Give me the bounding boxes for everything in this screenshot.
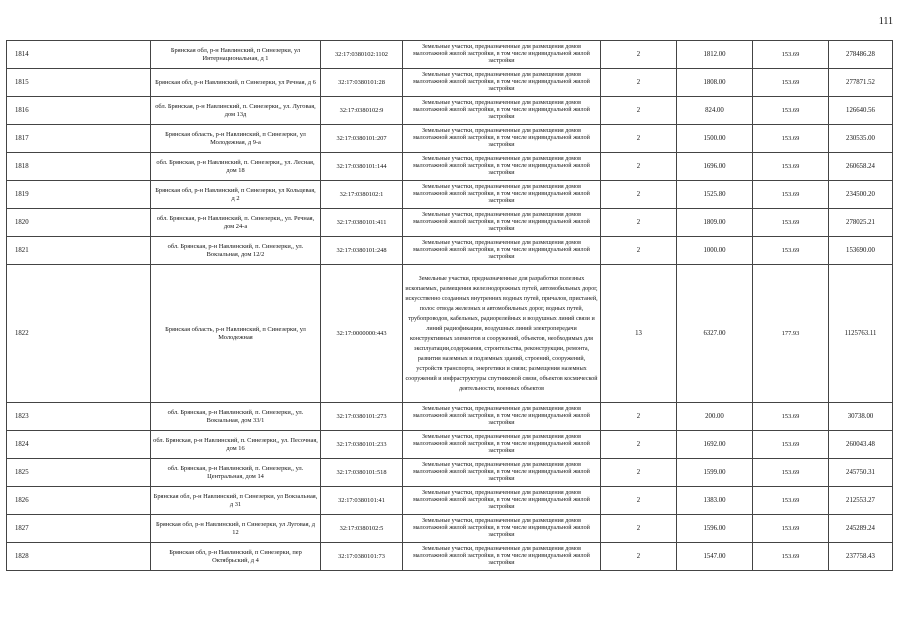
address-cell: Брянская обл, р-н Навлинский, п Синезерки, ул Кольцевая, д 2 (151, 181, 321, 209)
address-cell: обл. Брянская, р-н Навлинский, п. Синезерки,, ул. Луговая, дом 13д (151, 97, 321, 125)
table-row (7, 431, 893, 459)
cadastral-cost-cell: 278025.21 (829, 209, 893, 237)
permitted-use-cell: Земельные участки, предназначенные для размещения домов малоэтажной жилой застройки, в том числе индивидуальной жилой застройки (403, 209, 601, 237)
cadastral-number-cell: 32:17:0380101:207 (321, 125, 403, 153)
cadastral-number-cell: 32:17:0380101:411 (321, 209, 403, 237)
table-body (7, 41, 893, 571)
row-number-cell: 1824 (7, 431, 151, 459)
category-code-cell: 2 (601, 403, 677, 431)
row-number-cell: 1821 (7, 237, 151, 265)
cadastral-cost-cell: 245750.31 (829, 459, 893, 487)
specific-value-cell: 153.69 (753, 125, 829, 153)
land-registry-table (6, 40, 893, 571)
specific-value-cell: 153.69 (753, 431, 829, 459)
row-number-cell: 1815 (7, 69, 151, 97)
address-cell: обл. Брянская, р-н Навлинский, п. Синезерки,, ул. Центральная, дом 14 (151, 459, 321, 487)
cadastral-cost-cell: 153690.00 (829, 237, 893, 265)
permitted-use-cell: Земельные участки, предназначенные для размещения домов малоэтажной жилой застройки, в том числе индивидуальной жилой застройки (403, 515, 601, 543)
cadastral-number-cell: 32:17:0380101:28 (321, 69, 403, 97)
cadastral-number-cell: 32:17:0380102:5 (321, 515, 403, 543)
table-row (7, 181, 893, 209)
table-row (7, 515, 893, 543)
area-cell: 1383.00 (677, 487, 753, 515)
row-number-cell: 1823 (7, 403, 151, 431)
permitted-use-cell: Земельные участки, предназначенные для размещения домов малоэтажной жилой застройки, в том числе индивидуальной жилой застройки (403, 41, 601, 69)
specific-value-cell: 153.69 (753, 403, 829, 431)
specific-value-cell: 153.69 (753, 237, 829, 265)
address-cell: обл. Брянская, р-н Навлинский, п. Синезерки,, ул. Речная, дом 24-а (151, 209, 321, 237)
category-code-cell: 2 (601, 41, 677, 69)
permitted-use-cell: Земельные участки, предназначенные для размещения домов малоэтажной жилой застройки, в том числе индивидуальной жилой застройки (403, 543, 601, 571)
row-number-cell: 1817 (7, 125, 151, 153)
permitted-use-cell: Земельные участки, предназначенные для разработки полезных ископаемых, размещения железнодорожных путей, автомобильных дорог, искусственно созданных внутренних водных путей, причалов, пристаней, полос отвода железных и автомобильных дорог, водных путей, трубопроводов, кабельных, радиорелейных и воздушных линий связи и линий радиофикации, воздушных линий электропередачи конструктивных элементов и сооружений, объектов, необходимых для эксплуатации,содержания, строительства, реконструкции, ремонта, развития наземных и подземных зданий, строений, сооружений, устройств транспорта, энергетики и связи; размещения наземных сооружений и инфраструктуры спутниковой связи, объектов космической деятельности, военных объектов (403, 265, 601, 403)
table-row (7, 209, 893, 237)
table-row (7, 459, 893, 487)
area-cell: 1696.00 (677, 153, 753, 181)
cadastral-number-cell: 32:17:0380101:73 (321, 543, 403, 571)
row-number-cell: 1822 (7, 265, 151, 403)
table-row (7, 543, 893, 571)
category-code-cell: 2 (601, 153, 677, 181)
category-code-cell: 2 (601, 125, 677, 153)
page-number: 111 (878, 16, 893, 27)
area-cell: 1812.00 (677, 41, 753, 69)
cadastral-number-cell: 32:17:0380102:9 (321, 97, 403, 125)
cadastral-number-cell: 32:17:0380101:41 (321, 487, 403, 515)
permitted-use-cell: Земельные участки, предназначенные для размещения домов малоэтажной жилой застройки, в том числе индивидуальной жилой застройки (403, 237, 601, 265)
address-cell: Брянская обл, р-н Навлинский, п Синезерки, ул Вокзальная, д 31 (151, 487, 321, 515)
cadastral-number-cell: 32:17:0380102:1 (321, 181, 403, 209)
specific-value-cell: 153.69 (753, 487, 829, 515)
category-code-cell: 2 (601, 543, 677, 571)
table-row (7, 153, 893, 181)
table-row (7, 237, 893, 265)
row-number-cell: 1827 (7, 515, 151, 543)
category-code-cell: 2 (601, 69, 677, 97)
cadastral-cost-cell: 212553.27 (829, 487, 893, 515)
specific-value-cell: 153.69 (753, 97, 829, 125)
row-number-cell: 1819 (7, 181, 151, 209)
category-code-cell: 2 (601, 515, 677, 543)
specific-value-cell: 153.69 (753, 181, 829, 209)
row-number-cell: 1818 (7, 153, 151, 181)
area-cell: 1599.00 (677, 459, 753, 487)
row-number-cell: 1814 (7, 41, 151, 69)
address-cell: обл. Брянская, р-н Навлинский, п. Синезерки,, ул. Лесная, дом 18 (151, 153, 321, 181)
specific-value-cell: 153.69 (753, 543, 829, 571)
permitted-use-cell: Земельные участки, предназначенные для размещения домов малоэтажной жилой застройки, в том числе индивидуальной жилой застройки (403, 181, 601, 209)
permitted-use-cell: Земельные участки, предназначенные для размещения домов малоэтажной жилой застройки, в том числе индивидуальной жилой застройки (403, 97, 601, 125)
area-cell: 200.00 (677, 403, 753, 431)
cadastral-cost-cell: 234500.20 (829, 181, 893, 209)
specific-value-cell: 153.69 (753, 153, 829, 181)
cadastral-cost-cell: 230535.00 (829, 125, 893, 153)
cadastral-number-cell: 32:17:0380101:233 (321, 431, 403, 459)
row-number-cell: 1826 (7, 487, 151, 515)
table-row (7, 403, 893, 431)
cadastral-number-cell: 32:17:0380101:144 (321, 153, 403, 181)
cadastral-number-cell: 32:17:0380101:518 (321, 459, 403, 487)
permitted-use-cell: Земельные участки, предназначенные для размещения домов малоэтажной жилой застройки, в том числе индивидуальной жилой застройки (403, 487, 601, 515)
specific-value-cell: 153.69 (753, 41, 829, 69)
category-code-cell: 2 (601, 237, 677, 265)
row-number-cell: 1828 (7, 543, 151, 571)
cadastral-cost-cell: 260043.48 (829, 431, 893, 459)
cadastral-number-cell: 32:17:0380101:273 (321, 403, 403, 431)
permitted-use-cell: Земельные участки, предназначенные для размещения домов малоэтажной жилой застройки, в том числе индивидуальной жилой застройки (403, 431, 601, 459)
address-cell: Брянская область, р-н Навлинский, п Синезерки, ул Молодежная, д 9-а (151, 125, 321, 153)
cadastral-number-cell: 32:17:0000000:443 (321, 265, 403, 403)
area-cell: 1547.00 (677, 543, 753, 571)
cadastral-cost-cell: 260658.24 (829, 153, 893, 181)
category-code-cell: 2 (601, 97, 677, 125)
permitted-use-cell: Земельные участки, предназначенные для размещения домов малоэтажной жилой застройки, в том числе индивидуальной жилой застройки (403, 125, 601, 153)
address-cell: Брянская обл, р-н Навлинский, п Синезерки, ул Речная, д 6 (151, 69, 321, 97)
table-row (7, 69, 893, 97)
area-cell: 1692.00 (677, 431, 753, 459)
area-cell: 1000.00 (677, 237, 753, 265)
cadastral-cost-cell: 1125763.11 (829, 265, 893, 403)
cadastral-number-cell: 32:17:0380101:248 (321, 237, 403, 265)
category-code-cell: 2 (601, 487, 677, 515)
area-cell: 1500.00 (677, 125, 753, 153)
category-code-cell: 2 (601, 431, 677, 459)
address-cell: Брянская обл, р-н Навлинский, п Синезерки, ул Интернациональная, д 1 (151, 41, 321, 69)
cadastral-cost-cell: 30738.00 (829, 403, 893, 431)
area-cell: 1808.00 (677, 69, 753, 97)
cadastral-cost-cell: 237758.43 (829, 543, 893, 571)
row-number-cell: 1820 (7, 209, 151, 237)
category-code-cell: 2 (601, 459, 677, 487)
specific-value-cell: 153.69 (753, 515, 829, 543)
specific-value-cell: 153.69 (753, 69, 829, 97)
address-cell: Брянская обл, р-н Навлинский, п Синезерки, ул Луговая, д 12 (151, 515, 321, 543)
area-cell: 1809.00 (677, 209, 753, 237)
address-cell: Брянская обл, р-н Навлинский, п Синезерки, пер Октябрьский, д 4 (151, 543, 321, 571)
table-row (7, 265, 893, 403)
area-cell: 6327.00 (677, 265, 753, 403)
cadastral-number-cell: 32:17:0380102:1102 (321, 41, 403, 69)
cadastral-cost-cell: 278486.28 (829, 41, 893, 69)
category-code-cell: 13 (601, 265, 677, 403)
cadastral-cost-cell: 245289.24 (829, 515, 893, 543)
table-row (7, 41, 893, 69)
area-cell: 1525.80 (677, 181, 753, 209)
cadastral-cost-cell: 277871.52 (829, 69, 893, 97)
permitted-use-cell: Земельные участки, предназначенные для размещения домов малоэтажной жилой застройки, в том числе индивидуальной жилой застройки (403, 153, 601, 181)
table-row (7, 125, 893, 153)
specific-value-cell: 153.69 (753, 459, 829, 487)
row-number-cell: 1816 (7, 97, 151, 125)
cadastral-cost-cell: 126640.56 (829, 97, 893, 125)
address-cell: обл. Брянская, р-н Навлинский, п. Синезерки,, ул. Вокзальная, дом 33/1 (151, 403, 321, 431)
specific-value-cell: 153.69 (753, 209, 829, 237)
category-code-cell: 2 (601, 209, 677, 237)
category-code-cell: 2 (601, 181, 677, 209)
address-cell: Брянская область, р-н Навлинский, п Синезерки, ул Молодежная (151, 265, 321, 403)
area-cell: 1596.00 (677, 515, 753, 543)
permitted-use-cell: Земельные участки, предназначенные для размещения домов малоэтажной жилой застройки, в том числе индивидуальной жилой застройки (403, 459, 601, 487)
table-row (7, 487, 893, 515)
permitted-use-cell: Земельные участки, предназначенные для размещения домов малоэтажной жилой застройки, в том числе индивидуальной жилой застройки (403, 69, 601, 97)
row-number-cell: 1825 (7, 459, 151, 487)
permitted-use-cell: Земельные участки, предназначенные для размещения домов малоэтажной жилой застройки, в том числе индивидуальной жилой застройки (403, 403, 601, 431)
specific-value-cell: 177.93 (753, 265, 829, 403)
table-row (7, 97, 893, 125)
address-cell: обл. Брянская, р-н Навлинский, п. Синезерки,, ул. Вокзальная, дом 12/2 (151, 237, 321, 265)
area-cell: 824.00 (677, 97, 753, 125)
address-cell: обл. Брянская, р-н Навлинский, п. Синезерки,, ул. Песочная, дом 16 (151, 431, 321, 459)
